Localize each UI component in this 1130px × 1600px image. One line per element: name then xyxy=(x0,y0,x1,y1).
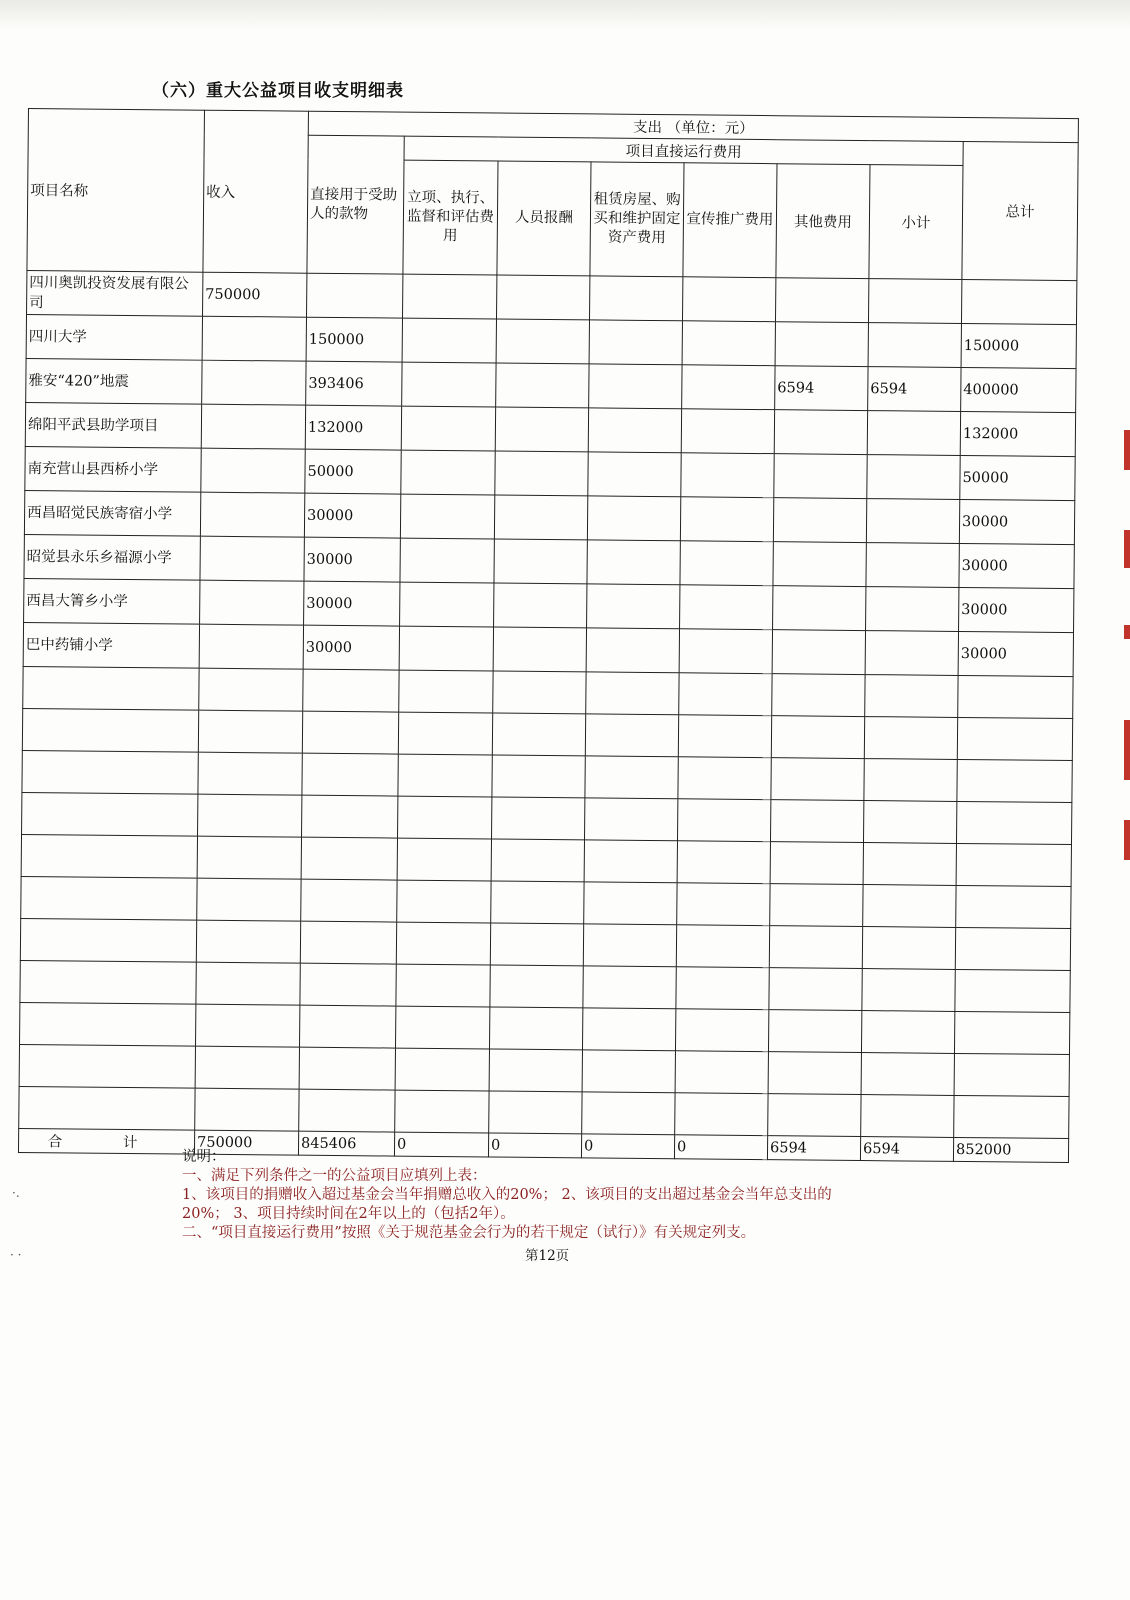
other-cell xyxy=(774,454,867,499)
empty-cell xyxy=(863,885,956,928)
project-name-cell: 西昌大箐乡小学 xyxy=(24,578,200,624)
notes-line: 二、“项目直接运行费用”按照《关于规范基金会行为的若干规定（试行）》有关规定列支。 xyxy=(182,1225,756,1241)
approval-cell xyxy=(402,318,496,363)
page-number: 第12页 xyxy=(525,1248,570,1264)
income-cell xyxy=(200,536,304,581)
empty-cell xyxy=(492,713,585,756)
empty-cell xyxy=(493,671,586,714)
total-direct: 845406 xyxy=(298,1131,394,1156)
empty-cell xyxy=(772,674,865,717)
income-cell xyxy=(199,624,303,669)
empty-cell xyxy=(862,969,955,1012)
empty-rows xyxy=(19,666,1073,1138)
project-income-expense-table xyxy=(18,108,1079,1163)
red-stamp-edge xyxy=(1124,530,1130,568)
income-cell: 750000 xyxy=(203,272,307,317)
total-other: 6594 xyxy=(767,1136,860,1161)
direct-cell: 30000 xyxy=(303,625,399,670)
empty-cell xyxy=(768,1094,861,1137)
empty-cell xyxy=(300,963,396,1006)
empty-cell xyxy=(397,880,491,923)
empty-cell xyxy=(22,750,198,794)
empty-cell xyxy=(21,834,197,878)
empty-cell xyxy=(677,841,770,884)
staff-cell xyxy=(496,363,589,408)
header-total: 总计 xyxy=(962,141,1078,280)
subtotal-cell xyxy=(865,631,958,676)
empty-cell xyxy=(956,843,1072,886)
assets-cell xyxy=(587,540,680,585)
project-name-cell: 南充营山县西桥小学 xyxy=(25,446,201,492)
empty-cell xyxy=(956,885,1072,928)
project-name-cell: 巴中药铺小学 xyxy=(23,622,199,668)
empty-cell xyxy=(398,712,492,755)
other-cell xyxy=(772,630,865,675)
other-cell xyxy=(773,586,866,631)
header-direct-beneficiary: 直接用于受助人的款物 xyxy=(307,135,404,274)
empty-cell xyxy=(771,716,864,759)
empty-cell xyxy=(582,1008,675,1051)
header-staff-pay: 人员报酬 xyxy=(497,161,591,276)
publicity-cell xyxy=(679,629,772,674)
empty-cell xyxy=(771,758,864,801)
empty-cell xyxy=(195,1088,299,1131)
empty-cell xyxy=(769,968,862,1011)
header-expenditure: 支出 （单位：元） xyxy=(308,111,1078,142)
total-cell: 150000 xyxy=(961,323,1077,368)
notes-line: 1、该项目的捐赠收入超过基金会当年捐赠总收入的20%； 2、该项目的支出超过基金会当年总支出的 xyxy=(182,1187,832,1203)
empty-cell xyxy=(957,717,1073,760)
approval-cell xyxy=(401,406,495,451)
empty-cell xyxy=(675,1093,768,1136)
income-cell xyxy=(201,448,305,493)
direct-cell: 150000 xyxy=(306,317,402,362)
other-cell xyxy=(773,498,866,543)
empty-cell xyxy=(396,922,490,965)
empty-cell xyxy=(196,962,300,1005)
approval-cell xyxy=(402,362,496,407)
empty-cell xyxy=(863,801,956,844)
publicity-cell xyxy=(682,321,775,366)
empty-cell xyxy=(302,795,398,838)
notes-heading: 说明： xyxy=(182,1149,226,1165)
red-stamp-edge xyxy=(1124,820,1130,860)
project-name-cell: 四川奥凯投资发展有限公司 xyxy=(27,270,203,316)
publicity-cell xyxy=(682,365,775,410)
total-cell: 400000 xyxy=(961,367,1077,412)
direct-cell: 30000 xyxy=(304,493,400,538)
empty-cell xyxy=(21,876,197,920)
staff-cell xyxy=(494,583,587,628)
empty-cell xyxy=(958,675,1074,718)
total-total: 852000 xyxy=(953,1137,1068,1162)
income-cell xyxy=(202,360,306,405)
empty-cell xyxy=(196,1004,300,1047)
empty-cell xyxy=(491,881,584,924)
other-cell xyxy=(775,278,868,323)
empty-cell xyxy=(19,1086,195,1130)
empty-cell xyxy=(196,920,300,963)
subtotal-cell xyxy=(867,455,960,500)
empty-cell xyxy=(954,1095,1070,1138)
assets-cell xyxy=(588,408,681,453)
direct-cell xyxy=(307,273,403,318)
assets-cell xyxy=(589,364,682,409)
header-income: 收入 xyxy=(203,110,309,273)
empty-cell xyxy=(677,799,770,842)
notes-line: 一、满足下列条件之一的公益项目应填列上表： xyxy=(182,1168,487,1184)
empty-cell xyxy=(677,883,770,926)
assets-cell xyxy=(587,496,680,541)
publicity-cell xyxy=(680,585,773,630)
direct-cell: 50000 xyxy=(305,449,401,494)
empty-cell xyxy=(768,1010,861,1053)
empty-cell xyxy=(585,756,678,799)
empty-cell xyxy=(861,1011,954,1054)
empty-cell xyxy=(584,840,677,883)
empty-cell xyxy=(197,836,301,879)
total-publicity: 0 xyxy=(674,1135,767,1160)
empty-cell xyxy=(861,1053,954,1096)
header-project-name: 项目名称 xyxy=(27,109,205,273)
empty-cell xyxy=(398,796,492,839)
empty-cell xyxy=(301,837,397,880)
project-name-cell: 四川大学 xyxy=(26,314,202,360)
empty-cell xyxy=(395,1048,489,1091)
total-cell: 30000 xyxy=(959,543,1075,588)
empty-cell xyxy=(768,1052,861,1095)
empty-cell xyxy=(489,1091,582,1134)
empty-cell xyxy=(195,1046,299,1089)
subtotal-cell xyxy=(866,587,959,632)
notes xyxy=(182,1148,902,1243)
project-name-cell: 雅安“420”地震 xyxy=(26,358,202,404)
staff-cell xyxy=(494,539,587,584)
staff-cell xyxy=(493,627,586,672)
assets-cell xyxy=(589,276,682,321)
empty-cell xyxy=(679,673,772,716)
empty-cell xyxy=(20,1002,196,1046)
empty-cell xyxy=(398,754,492,797)
publicity-cell xyxy=(680,541,773,586)
subtotal-cell: 6594 xyxy=(868,367,961,412)
empty-cell xyxy=(769,926,862,969)
income-cell xyxy=(200,580,304,625)
publicity-cell xyxy=(681,453,774,498)
empty-cell xyxy=(395,1090,489,1133)
other-cell: 6594 xyxy=(775,366,868,411)
publicity-cell xyxy=(682,277,775,322)
scan-speck: · · xyxy=(10,1248,22,1262)
empty-cell xyxy=(954,1053,1070,1096)
approval-cell xyxy=(400,582,494,627)
income-cell xyxy=(201,404,305,449)
project-name-cell: 昭觉县永乐乡福源小学 xyxy=(24,534,200,580)
empty-cell xyxy=(582,1050,675,1093)
staff-cell xyxy=(495,451,588,496)
empty-cell xyxy=(198,710,302,753)
direct-cell: 393406 xyxy=(306,361,402,406)
empty-cell xyxy=(303,669,399,712)
staff-cell xyxy=(496,275,589,320)
empty-cell xyxy=(955,927,1071,970)
header-publicity: 宣传推广费用 xyxy=(683,163,777,278)
empty-cell xyxy=(489,1007,582,1050)
total-staff: 0 xyxy=(488,1133,581,1158)
assets-cell xyxy=(586,628,679,673)
empty-cell xyxy=(23,666,199,710)
empty-cell xyxy=(770,842,863,885)
project-name-cell: 西昌昭觉民族寄宿小学 xyxy=(24,490,200,536)
total-assets: 0 xyxy=(581,1134,674,1159)
total-cell: 50000 xyxy=(960,455,1076,500)
scan-edge xyxy=(0,0,1130,30)
subtotal-cell xyxy=(867,411,960,456)
empty-cell xyxy=(198,752,302,795)
subtotal-cell xyxy=(866,543,959,588)
empty-cell xyxy=(675,1009,768,1052)
approval-cell xyxy=(400,538,494,583)
empty-cell xyxy=(864,717,957,760)
empty-cell xyxy=(300,921,396,964)
empty-cell xyxy=(678,757,771,800)
publicity-cell xyxy=(680,497,773,542)
empty-cell xyxy=(397,838,491,881)
empty-cell xyxy=(198,794,302,837)
empty-cell xyxy=(299,1089,395,1132)
other-cell xyxy=(774,410,867,455)
direct-cell: 132000 xyxy=(305,405,401,450)
total-cell: 30000 xyxy=(959,587,1075,632)
total-subtotal: 6594 xyxy=(860,1137,953,1162)
project-name-cell: 绵阳平武县助学项目 xyxy=(25,402,201,448)
notes-line: 20%； 3、项目持续时间在2年以上的（包括2年）。 xyxy=(182,1206,515,1222)
header-assets: 租赁房屋、购买和维护固定资产费用 xyxy=(590,162,684,277)
empty-cell xyxy=(395,1006,489,1049)
total-cell xyxy=(961,279,1077,324)
page-title: （六）重大公益项目收支明细表 xyxy=(152,81,404,101)
red-stamp-edge xyxy=(1124,720,1130,780)
empty-cell xyxy=(955,969,1071,1012)
total-label: 合 计 xyxy=(18,1128,194,1154)
empty-cell xyxy=(22,708,198,752)
empty-cell xyxy=(675,1051,768,1094)
income-cell xyxy=(202,316,306,361)
red-stamp-edge xyxy=(1124,430,1130,470)
empty-cell xyxy=(299,1005,395,1048)
total-cell: 30000 xyxy=(958,631,1074,676)
empty-cell xyxy=(19,1044,195,1088)
approval-cell xyxy=(401,450,495,495)
empty-cell xyxy=(20,918,196,962)
header-approval-eval: 立项、执行、监督和评估费用 xyxy=(403,160,498,275)
empty-cell xyxy=(586,672,679,715)
empty-cell xyxy=(862,927,955,970)
empty-cell xyxy=(301,879,397,922)
empty-cell xyxy=(492,797,585,840)
other-cell xyxy=(773,542,866,587)
empty-cell xyxy=(490,965,583,1008)
total-approval: 0 xyxy=(394,1132,488,1157)
empty-cell xyxy=(492,755,585,798)
approval-cell xyxy=(403,274,497,319)
approval-cell xyxy=(400,494,494,539)
empty-cell xyxy=(199,668,303,711)
empty-cell xyxy=(678,715,771,758)
subtotal-cell xyxy=(868,279,961,324)
empty-cell xyxy=(197,878,301,921)
empty-cell xyxy=(954,1011,1070,1054)
total-cell: 30000 xyxy=(959,499,1075,544)
empty-cell xyxy=(299,1047,395,1090)
empty-cell xyxy=(585,798,678,841)
empty-cell xyxy=(770,884,863,927)
direct-cell: 30000 xyxy=(304,581,400,626)
empty-cell xyxy=(865,675,958,718)
empty-cell xyxy=(861,1095,954,1138)
empty-cell xyxy=(957,759,1073,802)
empty-cell xyxy=(399,670,493,713)
header-subtotal: 小计 xyxy=(869,165,963,280)
empty-cell xyxy=(585,714,678,757)
empty-cell xyxy=(770,800,863,843)
direct-cell: 30000 xyxy=(304,537,400,582)
staff-cell xyxy=(496,319,589,364)
empty-cell xyxy=(583,924,676,967)
red-stamp-edge xyxy=(1124,625,1130,639)
header-direct-running: 项目直接运行费用 xyxy=(404,136,963,165)
staff-cell xyxy=(494,495,587,540)
header-other: 其他费用 xyxy=(776,164,870,279)
empty-cell xyxy=(490,923,583,966)
staff-cell xyxy=(495,407,588,452)
empty-cell xyxy=(396,964,490,1007)
empty-cell xyxy=(956,801,1072,844)
empty-cell xyxy=(864,759,957,802)
other-cell xyxy=(775,322,868,367)
assets-cell xyxy=(588,452,681,497)
empty-cell xyxy=(489,1049,582,1092)
publicity-cell xyxy=(681,409,774,454)
empty-cell xyxy=(302,753,398,796)
subtotal-cell xyxy=(868,323,961,368)
income-cell xyxy=(200,492,304,537)
empty-cell xyxy=(22,792,198,836)
empty-cell xyxy=(582,1092,675,1135)
assets-cell xyxy=(589,320,682,365)
assets-cell xyxy=(587,584,680,629)
empty-cell xyxy=(676,967,769,1010)
empty-cell xyxy=(676,925,769,968)
empty-cell xyxy=(863,843,956,886)
empty-cell xyxy=(583,966,676,1009)
scan-speck: ·. xyxy=(12,1186,20,1200)
subtotal-cell xyxy=(866,499,959,544)
approval-cell xyxy=(399,626,493,671)
empty-cell xyxy=(20,960,196,1004)
empty-cell xyxy=(584,882,677,925)
total-cell: 132000 xyxy=(960,411,1076,456)
total-income: 750000 xyxy=(194,1130,298,1155)
empty-cell xyxy=(491,839,584,882)
empty-cell xyxy=(302,711,398,754)
